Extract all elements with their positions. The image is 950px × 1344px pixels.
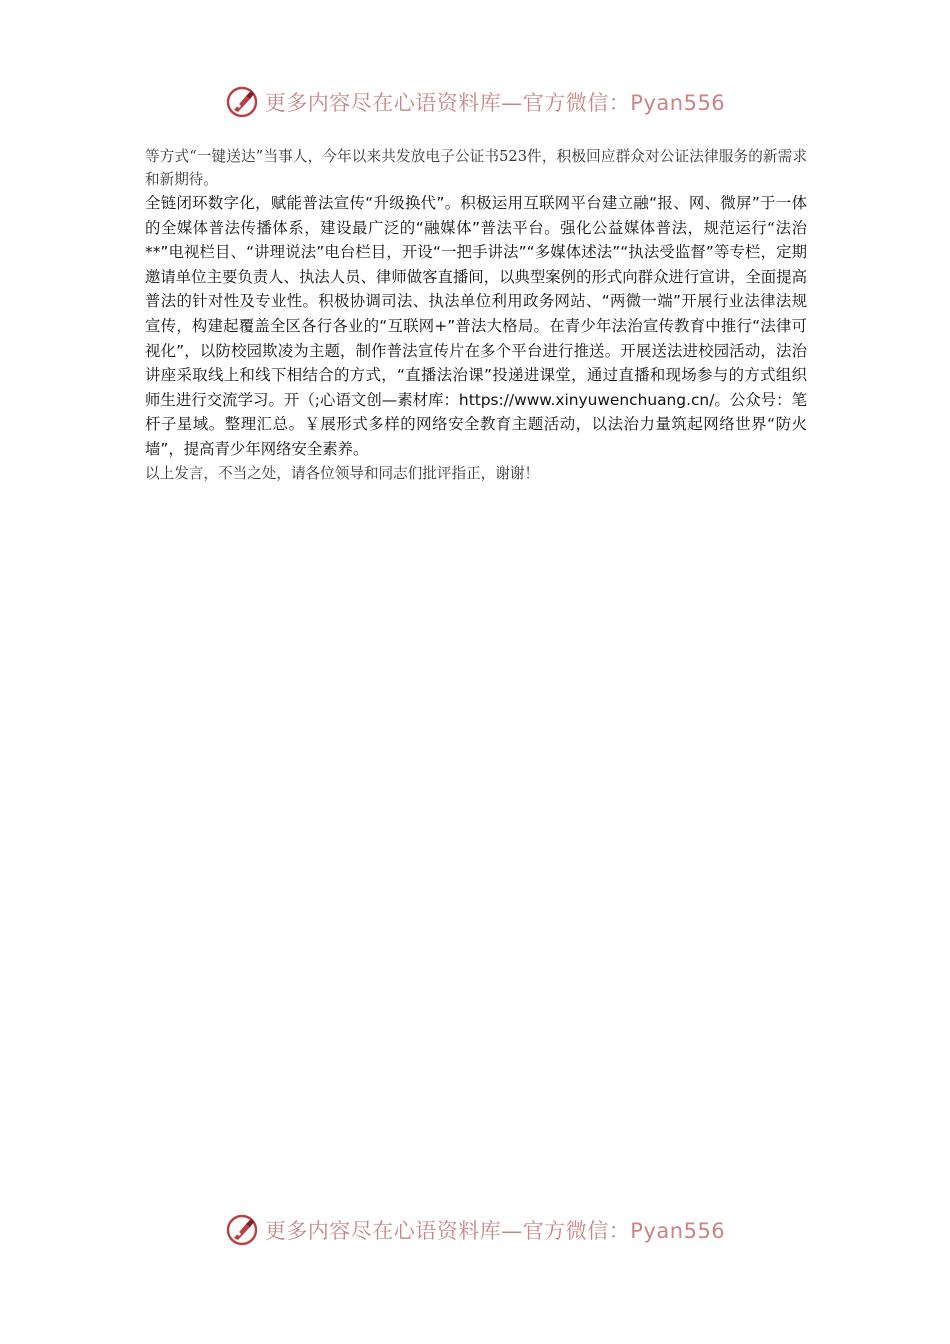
- pen-nib-logo-icon: [225, 85, 259, 119]
- paragraph-2: 全链闭环数字化，赋能普法宣传“升级换代”。积极运用互联网平台建立融“报、网、微屏”于一体的全媒体普法传播体系，建设最广泛的“融媒体”普法平台。强化公益媒体普法，规范运行“法治**”电视栏目、“讲理说法”电台栏目，开设“一把手讲法”“多媒体述法”“执法受监督”等专栏，定期邀请单位主要负责人、执法人员、律师做客直播间，以典型案例的形式向群众进行宣讲，全面提高普法的针对性及专业性。积极协调司法、执法单位利用政务网站、“两微一端”开展行业法律法规宣传，构建起覆盖全区各行各业的“互联网+”普法大格局。在青少年法治宣传教育中推行“法律可视化”，以防校园欺凌为主题，制作普法宣传片在多个平台进行推送。开展送法进校园活动，法治讲座采取线上和线下相结合的方式，“直播法治课”投递进课堂，通过直播和现场参与的方式组织师生进行交流学习。开（;心语文创—素材库：https://www.xinyuwenchuang.cn/。公众号：笔杆子星域。整理汇总。￥展形式多样的网络安全教育主题活动，以法治力量筑起网络世界“防火墙”，提高青少年网络安全素养。: [145, 194, 807, 458]
- footer-banner-text: 更多内容尽在心语资料库—官方微信：Pyan556: [264, 1219, 726, 1243]
- footer-banner: [0, 1208, 950, 1252]
- document-body: [145, 145, 807, 485]
- paragraph-1: 等方式“一键送达”当事人，今年以来共发放电子公证书523件，积极回应群众对公证法律服务的新需求和新期待。: [145, 148, 807, 188]
- header-banner-text: 更多内容尽在心语资料库—官方微信：Pyan556: [264, 91, 726, 115]
- paragraph-closing: 以上发言，不当之处，请各位领导和同志们批评指正，谢谢！: [145, 464, 540, 482]
- header-banner: [0, 80, 950, 124]
- pen-nib-logo-icon: [225, 1213, 259, 1247]
